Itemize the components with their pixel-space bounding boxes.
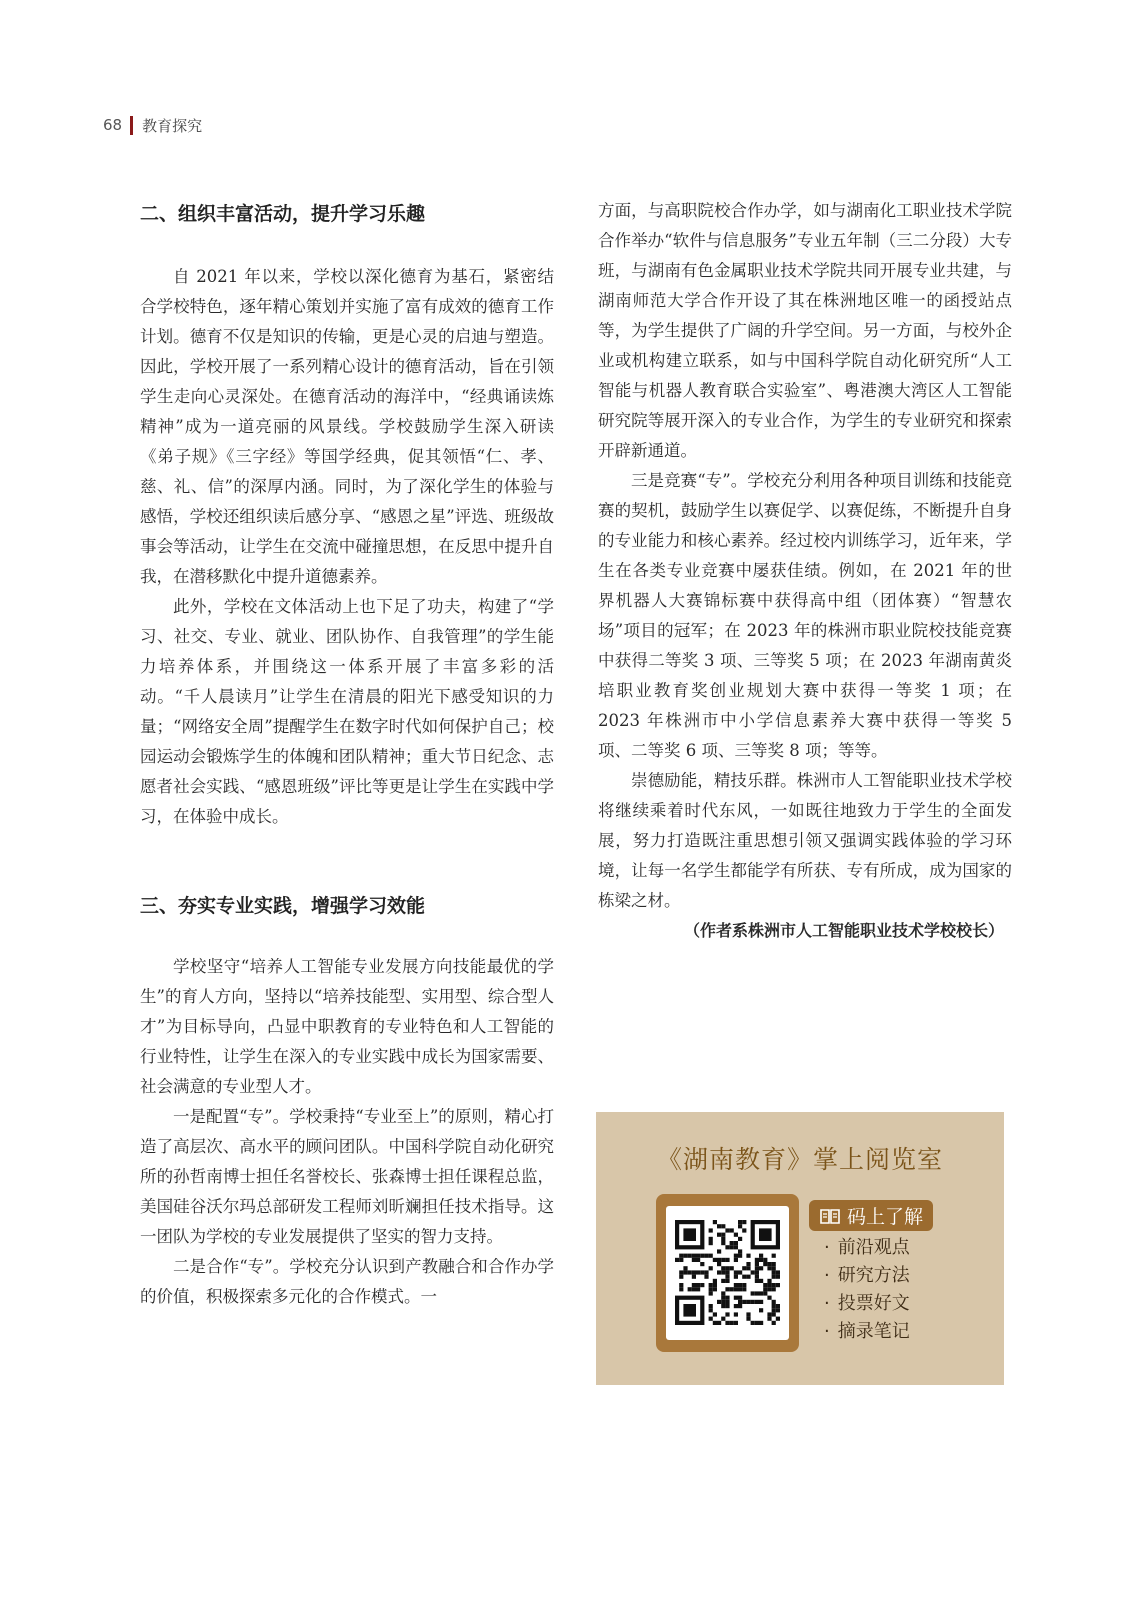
promo-item: 前沿观点 [837,1237,910,1258]
bullet: · [824,1321,830,1342]
list-item [824,1234,910,1262]
qr-code-icon[interactable] [666,1206,789,1340]
paragraph: 二是合作“专”。学校充分认识到产教融合和合作办学的价值，积极探索多元化的合作模式。一 [140,1257,554,1306]
bullet: · [824,1293,830,1314]
list-item [824,1290,910,1318]
promo-item: 投票好文 [837,1293,910,1314]
header-divider [130,116,133,135]
paragraph: 自 2021 年以来，学校以深化德育为基石，紧密结合学校特色，逐年精心策划并实施了富有成效的德育工作计划。德育不仅是知识的传输，更是心灵的启迪与塑造。因此，学校开展了一系列精心设计的德育活动，旨在引领学生走向心灵深处。在德育活动的海洋中，“经典诵读炼精神”成为一道亮丽的风景线。学校鼓励学生深入研读《弟子规》《三字经》等国学经典，促其领悟“仁、孝、慈、礼、信”的深厚内涵。同时，为了深化学生的体验与感悟，学校还组织读后感分享、“感恩之星”评选、班级故事会等活动，让学生在交流中碰撞思想，在反思中提升自我，在潜移默化中提升道德素养。 [140,267,554,586]
promo-box [596,1112,1004,1385]
bullet: · [824,1237,830,1258]
bullet: · [824,1265,830,1286]
book-icon [819,1207,841,1225]
section-name: 教育探究 [142,116,203,135]
promo-list [824,1234,910,1346]
paragraph: 学校坚守“培养人工智能专业发展方向技能最优的学生”的育人方向，坚持以“培养技能型、实用型、综合型人才”为目标导向，凸显中职教育的专业特色和人工智能的行业特性，让学生在深入的专业实践中成长为国家需要、社会满意的专业型人才。 [140,957,554,1096]
running-header [103,114,202,136]
paragraph: 三是竞赛“专”。学校充分利用各种项目训练和技能竞赛的契机，鼓励学生以赛促学、以赛促练，不断提升自身的专业能力和核心素养。经过校内训练学习，近年来，学生在各类专业竞赛中屡获佳绩。例如，在 2021 年的世界机器人大赛锦标赛中获得高中组（团体赛）“智慧农场”项目的冠军；在 2023 年的株洲市职业院校技能竞赛中获得二等奖 3 项、三等奖 5 项；在 2023 年湖南黄炎培职业教育奖创业规划大赛中获得一等奖 1 项；在 2023 年株洲市中小学信息素养大赛中获得一等奖 5 项、二等奖 6 项、三等奖 8 项；等等。 [598,471,1012,760]
promo-item: 摘录笔记 [837,1321,910,1342]
left-column [140,196,554,1312]
section-heading-2: 二、组织丰富活动，提升学习乐趣 [140,203,426,225]
promo-title: 《湖南教育》掌上阅览室 [656,1145,943,1174]
list-item [824,1262,910,1290]
qr-frame [656,1194,799,1352]
qr-label-badge [809,1200,933,1231]
promo-item: 研究方法 [837,1265,910,1286]
paragraph-continuation: 方面，与高职院校合作办学，如与湖南化工职业技术学院合作举办“软件与信息服务”专业五年制（三二分段）大专班，与湖南有色金属职业技术学院共同开展专业共建，与湖南师范大学合作开设了其在株洲地区唯一的函授站点等，为学生提供了广阔的升学空间。另一方面，与校外企业或机构建立联系，如与中国科学院自动化研究所“人工智能与机器人教育联合实验室”、粤港澳大湾区人工智能研究院等展开深入的专业合作，为学生的专业研究和探索开辟新通道。 [598,201,1012,460]
qr-label: 码上了解 [847,1206,924,1228]
list-item [824,1318,910,1346]
page-number: 68 [103,116,123,134]
author-byline: （作者系株洲市人工智能职业技术学校校长） [683,921,1004,940]
section-heading-3: 三、夯实专业实践，增强学习效能 [140,895,426,917]
paragraph: 崇德励能，精技乐群。株洲市人工智能职业技术学校将继续乘着时代东风，一如既往地致力于学生的全面发展，努力打造既注重思想引领又强调实践体验的学习环境，让每一名学生都能学有所获、专有所成，成为国家的栋梁之材。 [598,771,1012,910]
paragraph: 一是配置“专”。学校秉持“专业至上”的原则，精心打造了高层次、高水平的顾问团队。中国科学院自动化研究所的孙哲南博士担任名誉校长、张森博士担任课程总监，美国硅谷沃尔玛总部研发工程师刘昕斓担任技术指导。这一团队为学校的专业发展提供了坚实的智力支持。 [140,1107,554,1246]
paragraph: 此外，学校在文体活动上也下足了功夫，构建了“学习、社交、专业、就业、团队协作、自我管理”的学生能力培养体系，并围绕这一体系开展了丰富多彩的活动。“千人晨读月”让学生在清晨的阳光下感受知识的力量；“网络安全周”提醒学生在数字时代如何保护自己；校园运动会锻炼学生的体魄和团队精神；重大节日纪念、志愿者社会实践、“感恩班级”评比等更是让学生在实践中学习，在体验中成长。 [140,597,554,826]
right-column [598,196,1012,946]
qr-code-graphic [666,1206,789,1340]
